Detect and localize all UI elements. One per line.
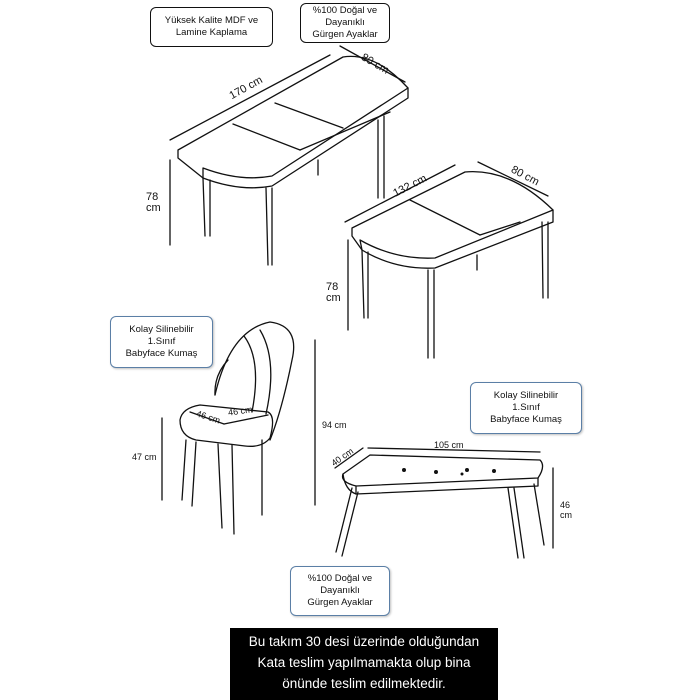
- bench-fabric-callout: [470, 382, 582, 434]
- legs-callout-bottom-line-1: %100 Doğal ve: [307, 573, 373, 584]
- mdf-callout: [150, 7, 273, 47]
- bench-drawing: [336, 455, 544, 558]
- bench-fabric-callout-line-3: Babyface Kumaş: [490, 414, 562, 425]
- table-open-length-label: 170 cm: [227, 74, 265, 102]
- table-closed-height-label: [326, 282, 341, 304]
- bench-fabric-callout-line-2: 1.Sınıf: [512, 402, 540, 413]
- chair-fabric-callout-line-1: Kolay Silinebilir: [129, 324, 194, 335]
- table-open-height-unit: cm: [146, 202, 161, 214]
- delivery-notice-line-2: Kata teslim yapılmamakta olup bina: [257, 655, 471, 670]
- delivery-notice: [230, 628, 498, 700]
- closed-table-dim-lines: [345, 162, 548, 330]
- bench-height-value: 46: [560, 500, 571, 510]
- legs-callout-top-line-2: Dayanıklı: [325, 17, 365, 28]
- table-closed-height-unit: cm: [326, 292, 341, 304]
- table-open-width-label: 80 cm: [359, 51, 391, 77]
- delivery-notice-line-1: Bu takım 30 desi üzerinde olduğundan: [248, 634, 480, 649]
- mdf-callout-line-1: Yüksek Kalite MDF ve: [164, 15, 259, 26]
- legs-callout-bottom: [290, 566, 390, 616]
- table-closed-length-label: 132 cm: [391, 172, 429, 200]
- chair-seat-height-label: 47 cm: [132, 452, 157, 462]
- bench-length-label: 105 cm: [434, 440, 464, 450]
- chair-total-height-label: 94 cm: [322, 420, 347, 430]
- bench-height-label: [560, 500, 572, 520]
- legs-callout-top-line-3: Gürgen Ayaklar: [312, 29, 378, 40]
- bench-depth-label: 40 cm: [329, 445, 356, 469]
- table-closed-width-label: 80 cm: [508, 163, 542, 189]
- legs-callout-top-line-1: %100 Doğal ve: [312, 5, 378, 16]
- closed-table-drawing: [352, 172, 553, 358]
- bench-fabric-callout-line-1: Kolay Silinebilir: [493, 390, 559, 401]
- table-open-height-label: [146, 192, 161, 214]
- legs-callout-bottom-line-3: Gürgen Ayaklar: [307, 597, 373, 608]
- mdf-callout-line-2: Lamine Kaplama: [175, 27, 248, 38]
- delivery-notice-line-3: önünde teslim edilmektedir.: [282, 676, 446, 691]
- chair-fabric-callout-line-3: Babyface Kumaş: [125, 348, 198, 359]
- table-open-height-value: 78: [146, 191, 159, 203]
- chair-fabric-callout: [110, 316, 213, 368]
- bench-tufting: [402, 468, 496, 476]
- chair-seat-depth-label: 46 cm: [195, 408, 222, 426]
- bench-height-unit: cm: [560, 510, 572, 520]
- chair-fabric-callout-line-2: 1.Sınıf: [147, 336, 176, 347]
- chair-seat-width-label: 46 cm: [227, 404, 254, 418]
- legs-callout-bottom-line-2: Dayanıklı: [320, 585, 360, 596]
- table-closed-height-value: 78: [326, 281, 339, 293]
- extended-table-drawing: [178, 56, 408, 265]
- legs-callout-top: [300, 3, 390, 43]
